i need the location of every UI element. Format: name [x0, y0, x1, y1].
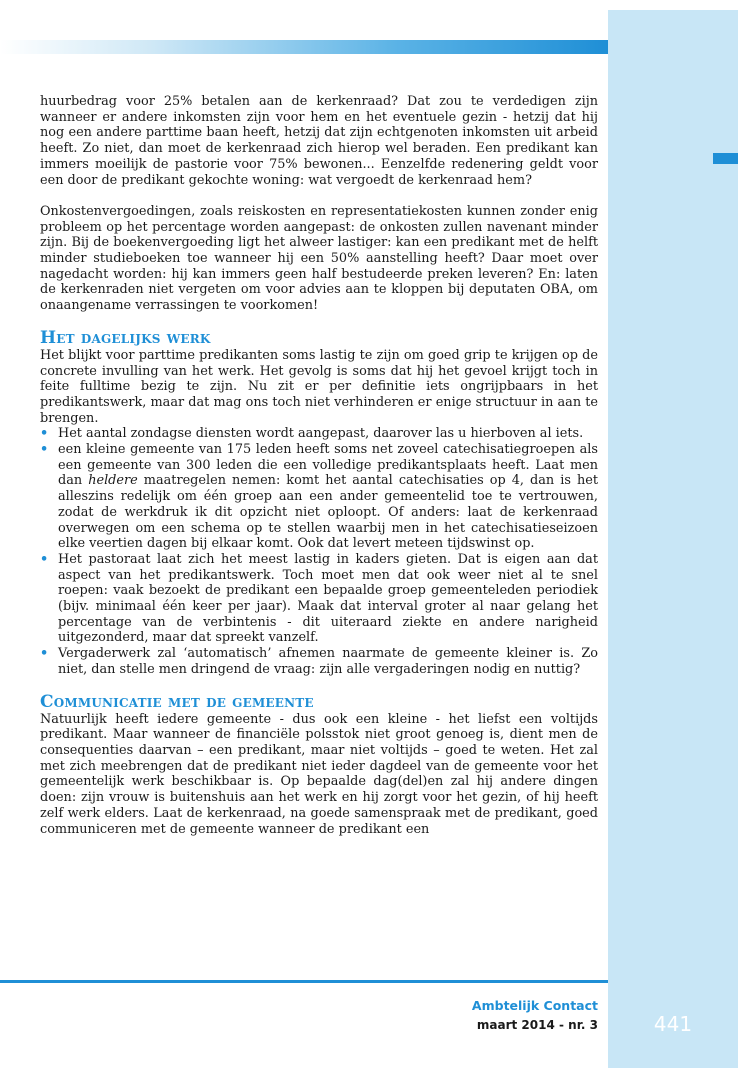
section-heading: Communicatie met de gemeente — [40, 691, 314, 712]
list-item-text-part: een kleine gemeente van 175 leden heeft soms net zoveel catechisatiegroepen als een gemeente van 300 leden die een volledige predikantsplaats heeft. Laat men dan — [58, 442, 598, 489]
paragraph: Natuurlijk heeft iedere gemeente - dus ook een kleine - het liefst een voltijds predikant. Maar wanneer de financiële polsstok niet groot genoeg is, dient men de consequenties daarvan – een predikant, maar niet voltijds – goed te weten. Het zal met zich meebrengen dat de predikant niet ieder dagdeel van de gemeente voor het gemeentelijk werk beschikbaar is. Op bepaalde dag(del)en zal hij andere dingen doen: zijn vrouw is buitenshuis aan het werk en hij zorgt voor het gezin, of hij heeft zelf werk elders. Laat de kerkenraad, na goede samenspraak met de predikant, goed communiceren met de gemeente wanneer de predikant een — [40, 711, 598, 837]
magazine-title: Ambtelijk Contact — [471, 998, 598, 1013]
list-item-text — [58, 442, 598, 551]
list-item — [40, 442, 598, 552]
list-item — [40, 646, 598, 677]
bullet-icon: • — [40, 646, 49, 662]
list-item-text: Het aantal zondagse diensten wordt aangepast, daarover las u hierboven al iets. — [58, 426, 584, 442]
issue-label: maart 2014 - nr. 3 — [476, 1018, 598, 1032]
paragraph: huurbedrag voor 25% betalen aan de kerkenraad? Dat zou te verdedigen zijn wanneer er andere inkomsten zijn voor hem en het eventuele gezin - hetzij dat hij nog een andere parttime baan heeft, hetzij dat zijn echtgenoten inkomsten uit arbeid heeft. Zo niet, dan moet de kerkenraad zich hierop wel beraden. Een predikant kan immers moeilijk de pastorie voor 75% bewonen... Eenzelfde redenering geldt voor een door de predikant gekochte woning: wat vergoedt de kerkenraad hem? — [40, 94, 598, 188]
right-margin-panel — [608, 10, 738, 1068]
bullet-icon: • — [40, 442, 49, 458]
page-number: 441 — [653, 1012, 693, 1036]
bullet-list — [40, 426, 598, 677]
emphasis: heldere — [88, 473, 138, 489]
list-item — [40, 552, 598, 646]
paragraph: Het blijkt voor parttime predikanten soms lastig te zijn om goed grip te krijgen op de concrete invulling van het werk. Het gevolg is soms dat hij het gevoel krijgt toch in feite fulltime bezig te zijn. Nu zit er per definitie iets ongrijpbaars in het predikantswerk, maar dat mag ons toch niet verhinderen er enige structuur in aan te brengen. — [40, 347, 598, 426]
section-heading: Het dagelijks werk — [40, 327, 211, 348]
list-item — [40, 426, 598, 442]
bullet-icon: • — [40, 426, 49, 442]
bullet-icon: • — [40, 551, 49, 567]
side-tab-marker — [713, 153, 738, 164]
article-body — [40, 94, 598, 837]
header-gradient-bar — [0, 40, 608, 54]
list-item-text: Vergaderwerk zal ‘automatisch’ afnemen naarmate de gemeente kleiner is. Zo niet, dan stelle men dringend de vraag: zijn alle vergaderingen nodig en nuttig? — [58, 646, 598, 677]
footer-divider — [0, 980, 608, 983]
list-item-text: Het pastoraat laat zich het meest lastig in kaders gieten. Dat is eigen aan dat aspect van het predikantswerk. Toch moet men dat ook weer niet al te snel roepen: vaak bezoekt de predikant een bepaalde groep gemeenteleden periodiek (bijv. minimaal één keer per jaar). Maak dat interval groter al naar gelang het percentage van de verbintenis - dit uiteraard ziekte en andere narigheid uitgezonderd, maar dat spreekt vanzelf. — [58, 551, 598, 646]
paragraph: Onkostenvergoedingen, zoals reiskosten en representatiekosten kunnen zonder enig probleem op het percentage worden aangepast: de onkosten zullen navenant minder zijn. Bij de boekenvergoeding ligt het alweer lastiger: kan een predikant met de helft minder studieboeken toe wanneer hij een 50% aanstelling heeft? Daar moet over nagedacht worden: hij kan immers geen half bestudeerde preken leveren? En: laten de kerkenraden niet vergeten om voor advies aan te kloppen bij deputaten OBA, om onaangename verrassingen te voorkomen! — [40, 203, 598, 314]
list-item-text-part: maatregelen nemen: komt het aantal catechisaties op 4, dan is het alleszins redelijk om één groep aan een ander gemeentelid toe te vertrouwen, zodat de werkdruk ik dit opzicht niet oploopt. Of anders: laat de kerkenraad overwegen om een schema op te stellen waarbij men in het catechisatieseizoen elke veertien dagen bij elkaar komt. Ook dat levert meteen tijdswinst op. — [58, 473, 598, 552]
